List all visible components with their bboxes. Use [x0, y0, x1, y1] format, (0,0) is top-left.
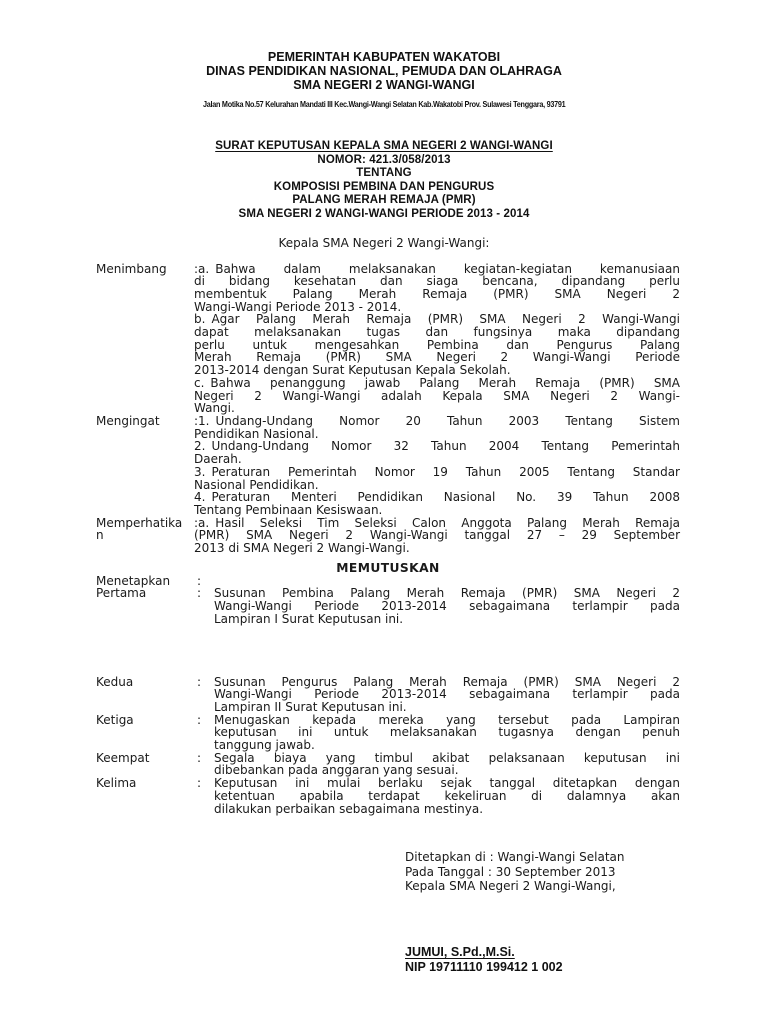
signer-nip: NIP 19711110 199412 1 002 [405, 959, 563, 974]
section-label: Menimbang [96, 261, 167, 276]
item-line: 4. Peraturan Menteri Pendidikan Nasional No. 39 Tahun 2008 [194, 490, 680, 505]
letterhead-department-line: DINAS PENDIDIKAN NASIONAL, PEMUDA DAN OLAHRAGA [206, 64, 562, 78]
decree-title-block [0, 140, 768, 222]
item-line: perlu untuk mengesahkan Pembina dan Pengurus Palang [194, 337, 680, 352]
item-line: Daerah. [194, 452, 242, 467]
decree-text [214, 714, 680, 752]
decree-label: Kedua [96, 674, 134, 689]
closing-date-line: Pada Tanggal : 30 September 2013 [405, 864, 616, 879]
item-line: (PMR) SMA Negeri 2 Wangi-Wangi tanggal 27 – 29 September [194, 528, 680, 543]
decree-line: Lampiran II Surat Keputusan ini. [214, 699, 407, 714]
item-line: Nasional Pendidikan. [194, 477, 319, 492]
item-marker: b. [194, 312, 206, 327]
item-line: :a. Hasil Seleksi Tim Seleksi Calon Anggota Palang Merah Remaja [194, 515, 680, 530]
section-row [96, 263, 680, 415]
section-label: Mengingat [96, 414, 160, 428]
decree-row [96, 587, 680, 625]
closing-block [405, 850, 768, 974]
section-item [194, 466, 680, 491]
item-line: c. Bahwa penanggung jawab Palang Merah Remaja (PMR) SMA [194, 375, 680, 390]
section-item [194, 440, 680, 465]
section-label: Memperhatikan [96, 515, 183, 543]
decree-subject-line-2: PALANG MERAH REMAJA (PMR) [292, 194, 476, 207]
section-row [96, 517, 680, 555]
section-item [194, 263, 680, 314]
item-line: Negeri 2 Wangi-Wangi adalah Kepala SMA Negeri 2 Wangi- [194, 388, 680, 403]
decree-colon: : [197, 586, 202, 601]
item-marker: :1. [194, 414, 210, 428]
decree-line: keputusan ini untuk melaksanakan tugasnya dengan penuh [214, 725, 680, 740]
consideration-sections [96, 263, 680, 555]
item-marker: :a. [194, 261, 210, 276]
section-item [194, 313, 680, 377]
item-line: Wangi. [194, 401, 235, 416]
item-line: Wangi-Wangi Periode 2013 - 2014. [194, 299, 402, 314]
decree-line: Keputusan ini mulai berlaku sejak tanggal ditetapkan dengan [214, 776, 680, 791]
decree-line: Wangi-Wangi Periode 2013-2014 sebagaimana terlampir pada [214, 599, 680, 614]
decree-text [214, 752, 680, 777]
item-marker: c. [194, 375, 205, 390]
section-item [194, 415, 680, 440]
decree-colon: : [197, 674, 202, 689]
salutation: Kepala SMA Negeri 2 Wangi-Wangi: [278, 235, 490, 250]
decree-text [214, 676, 680, 714]
decree-label: Menetapkan [96, 573, 171, 588]
decree-about-line: TENTANG [356, 167, 412, 180]
decree-row [96, 752, 680, 777]
section-item [194, 491, 680, 516]
decree-label: Kelima [96, 776, 137, 791]
decree-line: dibebankan pada anggaran yang sesuai. [214, 763, 459, 778]
decree-subject-line-1: KOMPOSISI PEMBINA DAN PENGURUS [273, 180, 495, 193]
decree-label: Keempat [96, 750, 150, 765]
section-row [96, 415, 680, 517]
section-item [194, 377, 680, 415]
closing-signer-title: Kepala SMA Negeri 2 Wangi-Wangi, [405, 879, 616, 894]
item-line: membentuk Palang Merah Remaja (PMR) SMA Negeri 2 [194, 286, 680, 301]
decree-label: Pertama [96, 586, 147, 601]
item-line: 3. Peraturan Pemerintah Nomor 19 Tahun 2005 Tentang Standar [194, 464, 680, 479]
decision-heading: MEMUTUSKAN [336, 560, 440, 575]
item-line: Merah Remaja (PMR) SMA Negeri 2 Wangi-Wangi Periode [194, 350, 680, 365]
decree-colon: : [197, 573, 202, 588]
decree-row [96, 714, 680, 752]
decree-text [214, 587, 680, 625]
decree-line: Lampiran I Surat Keputusan ini. [214, 611, 404, 626]
item-line: Tentang Pembinaan Kesiswaan. [194, 502, 383, 517]
decree-line: Susunan Pengurus Palang Merah Remaja (PMR) SMA Negeri 2 [214, 674, 680, 689]
item-line: di bidang kesehatan dan siaga bencana, dipandang perlu [194, 274, 680, 289]
decree-line: Wangi-Wangi Periode 2013-2014 sebagaimana terlampir pada [214, 687, 680, 702]
item-marker: 4. [194, 490, 206, 505]
item-line: 2013 di SMA Negeri 2 Wangi-Wangi. [194, 541, 410, 556]
section-item [194, 517, 680, 555]
decree-number-line: NOMOR: 421.3/058/2013 [317, 153, 451, 166]
item-line: :1. Undang-Undang Nomor 20 Tahun 2003 Tentang Sistem [194, 414, 680, 428]
document-body [0, 263, 768, 816]
decree-line: tanggung jawab. [214, 738, 315, 753]
letterhead-school-line: SMA NEGERI 2 WANGI-WANGI [293, 78, 475, 92]
signer-name: JUMUI, S.Pd.,M.Si. [405, 944, 515, 959]
decree-colon: : [197, 712, 202, 727]
item-line: Pendidikan Nasional. [194, 426, 319, 441]
section-content [194, 517, 680, 555]
decree-line: Segala biaya yang timbul akibat pelaksanaan keputusan ini [214, 750, 680, 765]
decree-colon: : [197, 750, 202, 765]
item-line: b. Agar Palang Merah Remaja (PMR) SMA Negeri 2 Wangi-Wangi [194, 312, 680, 327]
decree-line: ketentuan apabila terdapat kekeliruan di dalamnya akan [214, 788, 680, 803]
decree-subject-line-3: SMA NEGERI 2 WANGI-WANGI PERIODE 2013 - 2014 [238, 207, 530, 220]
decree-sections [96, 575, 680, 816]
decree-row [96, 676, 680, 714]
item-line: 2. Undang-Undang Nomor 32 Tahun 2004 Tentang Pemerintah [194, 439, 680, 454]
decree-line: Menugaskan kepada mereka yang tersebut pada Lampiran [214, 712, 680, 727]
decree-label: Ketiga [96, 712, 134, 727]
section-content [194, 263, 680, 415]
decree-line: dilakukan perbaikan sebagaimana mestinya. [214, 801, 484, 816]
letterhead-government-line: PEMERINTAH KABUPATEN WAKATOBI [267, 50, 501, 64]
item-line: 2013-2014 dengan Surat Keputusan Kepala Sekolah. [194, 363, 511, 378]
decree-colon: : [197, 776, 202, 791]
signature-area [405, 945, 768, 975]
item-marker: :a. [194, 515, 210, 530]
letterhead-address: Jalan Motika No.57 Kelurahan Mandati III Kec.Wangi-Wangi Selatan Kab.Wakatobi Prov. Sulawesi Tenggara, 93791 [202, 99, 566, 109]
item-line: :a. Bahwa dalam melaksanakan kegiatan-kegiatan kemanusiaan [194, 261, 680, 276]
closing-place-line: Ditetapkan di : Wangi-Wangi Selatan [405, 850, 625, 865]
section-content [194, 415, 680, 517]
item-marker: 2. [194, 439, 206, 454]
decree-row [96, 777, 680, 815]
letterhead [0, 0, 768, 111]
decree-title-line: SURAT KEPUTUSAN KEPALA SMA NEGERI 2 WANGI-WANGI [215, 140, 553, 152]
decree-text [214, 777, 680, 815]
decree-line: Susunan Pembina Palang Merah Remaja (PMR) SMA Negeri 2 [214, 586, 680, 601]
item-marker: 3. [194, 464, 206, 479]
item-line: dapat melaksanakan tugas dan fungsinya maka dipandang [194, 325, 680, 340]
